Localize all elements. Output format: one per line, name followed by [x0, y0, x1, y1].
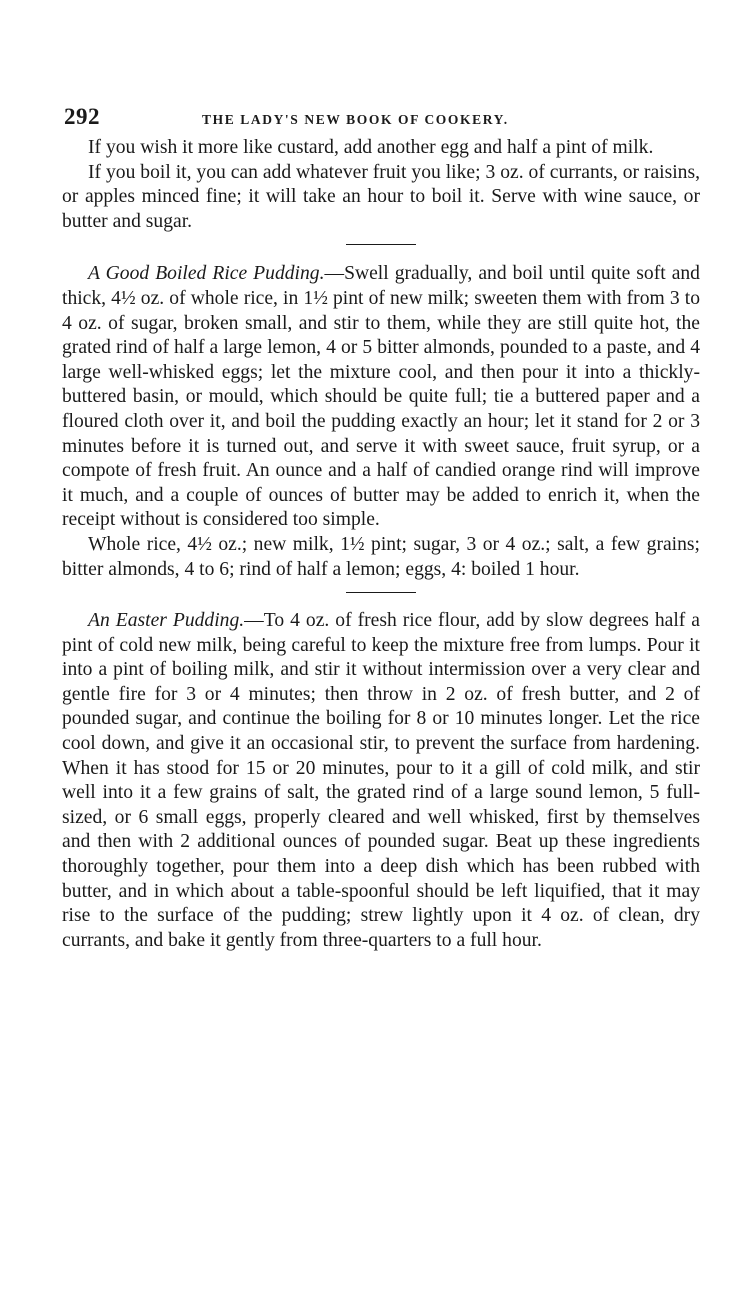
section-divider	[346, 244, 416, 245]
page-number: 292	[64, 104, 100, 129]
book-page	[62, 104, 700, 953]
recipe-body: —Swell gradually, and boil until quite soft and thick, 4½ oz. of whole rice, in 1½ pint of new milk; sweeten them with from 3 to 4 oz. of sugar, broken small, and stir to them, while they are still quite hot, the grated rind of half a large lemon, 4 or 5 bitter almonds, pounded to a paste, and 4 large well-whisked eggs; let the mixture cool, and then pour it into a thickly-buttered basin, or mould, which should be quite full; tie a buttered paper and a floured cloth over it, and boil the pudding exactly an hour; let it stand for 2 or 3 minutes before it is turned out, and serve it with sweet sauce, fruit syrup, or a compote of fresh fruit. An ounce and a half of candied orange rind will improve it much, and a couple of ounces of butter may be added to enrich it, when the receipt without is considered too simple.	[62, 263, 700, 531]
section-divider	[346, 592, 416, 593]
boiled-rice-pudding-recipe	[62, 262, 700, 533]
recipe-title: A Good Boiled Rice Pudding.	[88, 263, 325, 285]
running-head: THE LADY'S NEW BOOK OF COOKERY.	[202, 112, 509, 127]
page-header	[62, 104, 700, 136]
page-body	[62, 136, 700, 953]
boiled-rice-pudding-summary: Whole rice, 4½ oz.; new milk, 1½ pint; sugar, 3 or 4 oz.; salt, a few grains; bitter almonds, 4 to 6; rind of half a lemon; eggs, 4: boiled 1 hour.	[62, 533, 700, 580]
custard-note-paragraph: If you wish it more like custard, add another egg and half a pint of milk.	[88, 137, 654, 158]
recipe-title: An Easter Pudding.	[88, 610, 245, 632]
fruit-note-paragraph: If you boil it, you can add whatever fruit you like; 3 oz. of currants, or raisins, or apples minced fine; it will take an hour to boil it. Serve with wine sauce, or butter and sugar.	[62, 161, 700, 232]
easter-pudding-recipe	[62, 609, 700, 953]
recipe-body: —To 4 oz. of fresh rice flour, add by slow degrees half a pint of cold new milk, being careful to keep the mixture free from lumps. Pour it into a pint of boiling milk, and stir it without intermission over a very clear and gentle fire for 3 or 4 minutes; then throw in 2 oz. of fresh butter, and 2 of pounded sugar, and continue the boiling for 8 or 10 minutes longer. Let the rice cool down, and give it an occasional stir, to prevent the surface from hardening. When it has stood for 15 or 20 minutes, pour to it a gill of cold milk, and stir well into it a few grains of salt, the grated rind of a large sound lemon, 5 full-sized, or 6 small eggs, properly cleared and well whisked, first by themselves and then with 2 additional ounces of pounded sugar. Beat up these ingredients thoroughly together, pour them into a deep dish which has been rubbed with butter, and in which about a table-spoonful should be left liquified, that it may rise to the surface of the pudding; strew lightly upon it 4 oz. of clean, dry currants, and bake it gently from three-quarters to a full hour.	[62, 610, 701, 951]
